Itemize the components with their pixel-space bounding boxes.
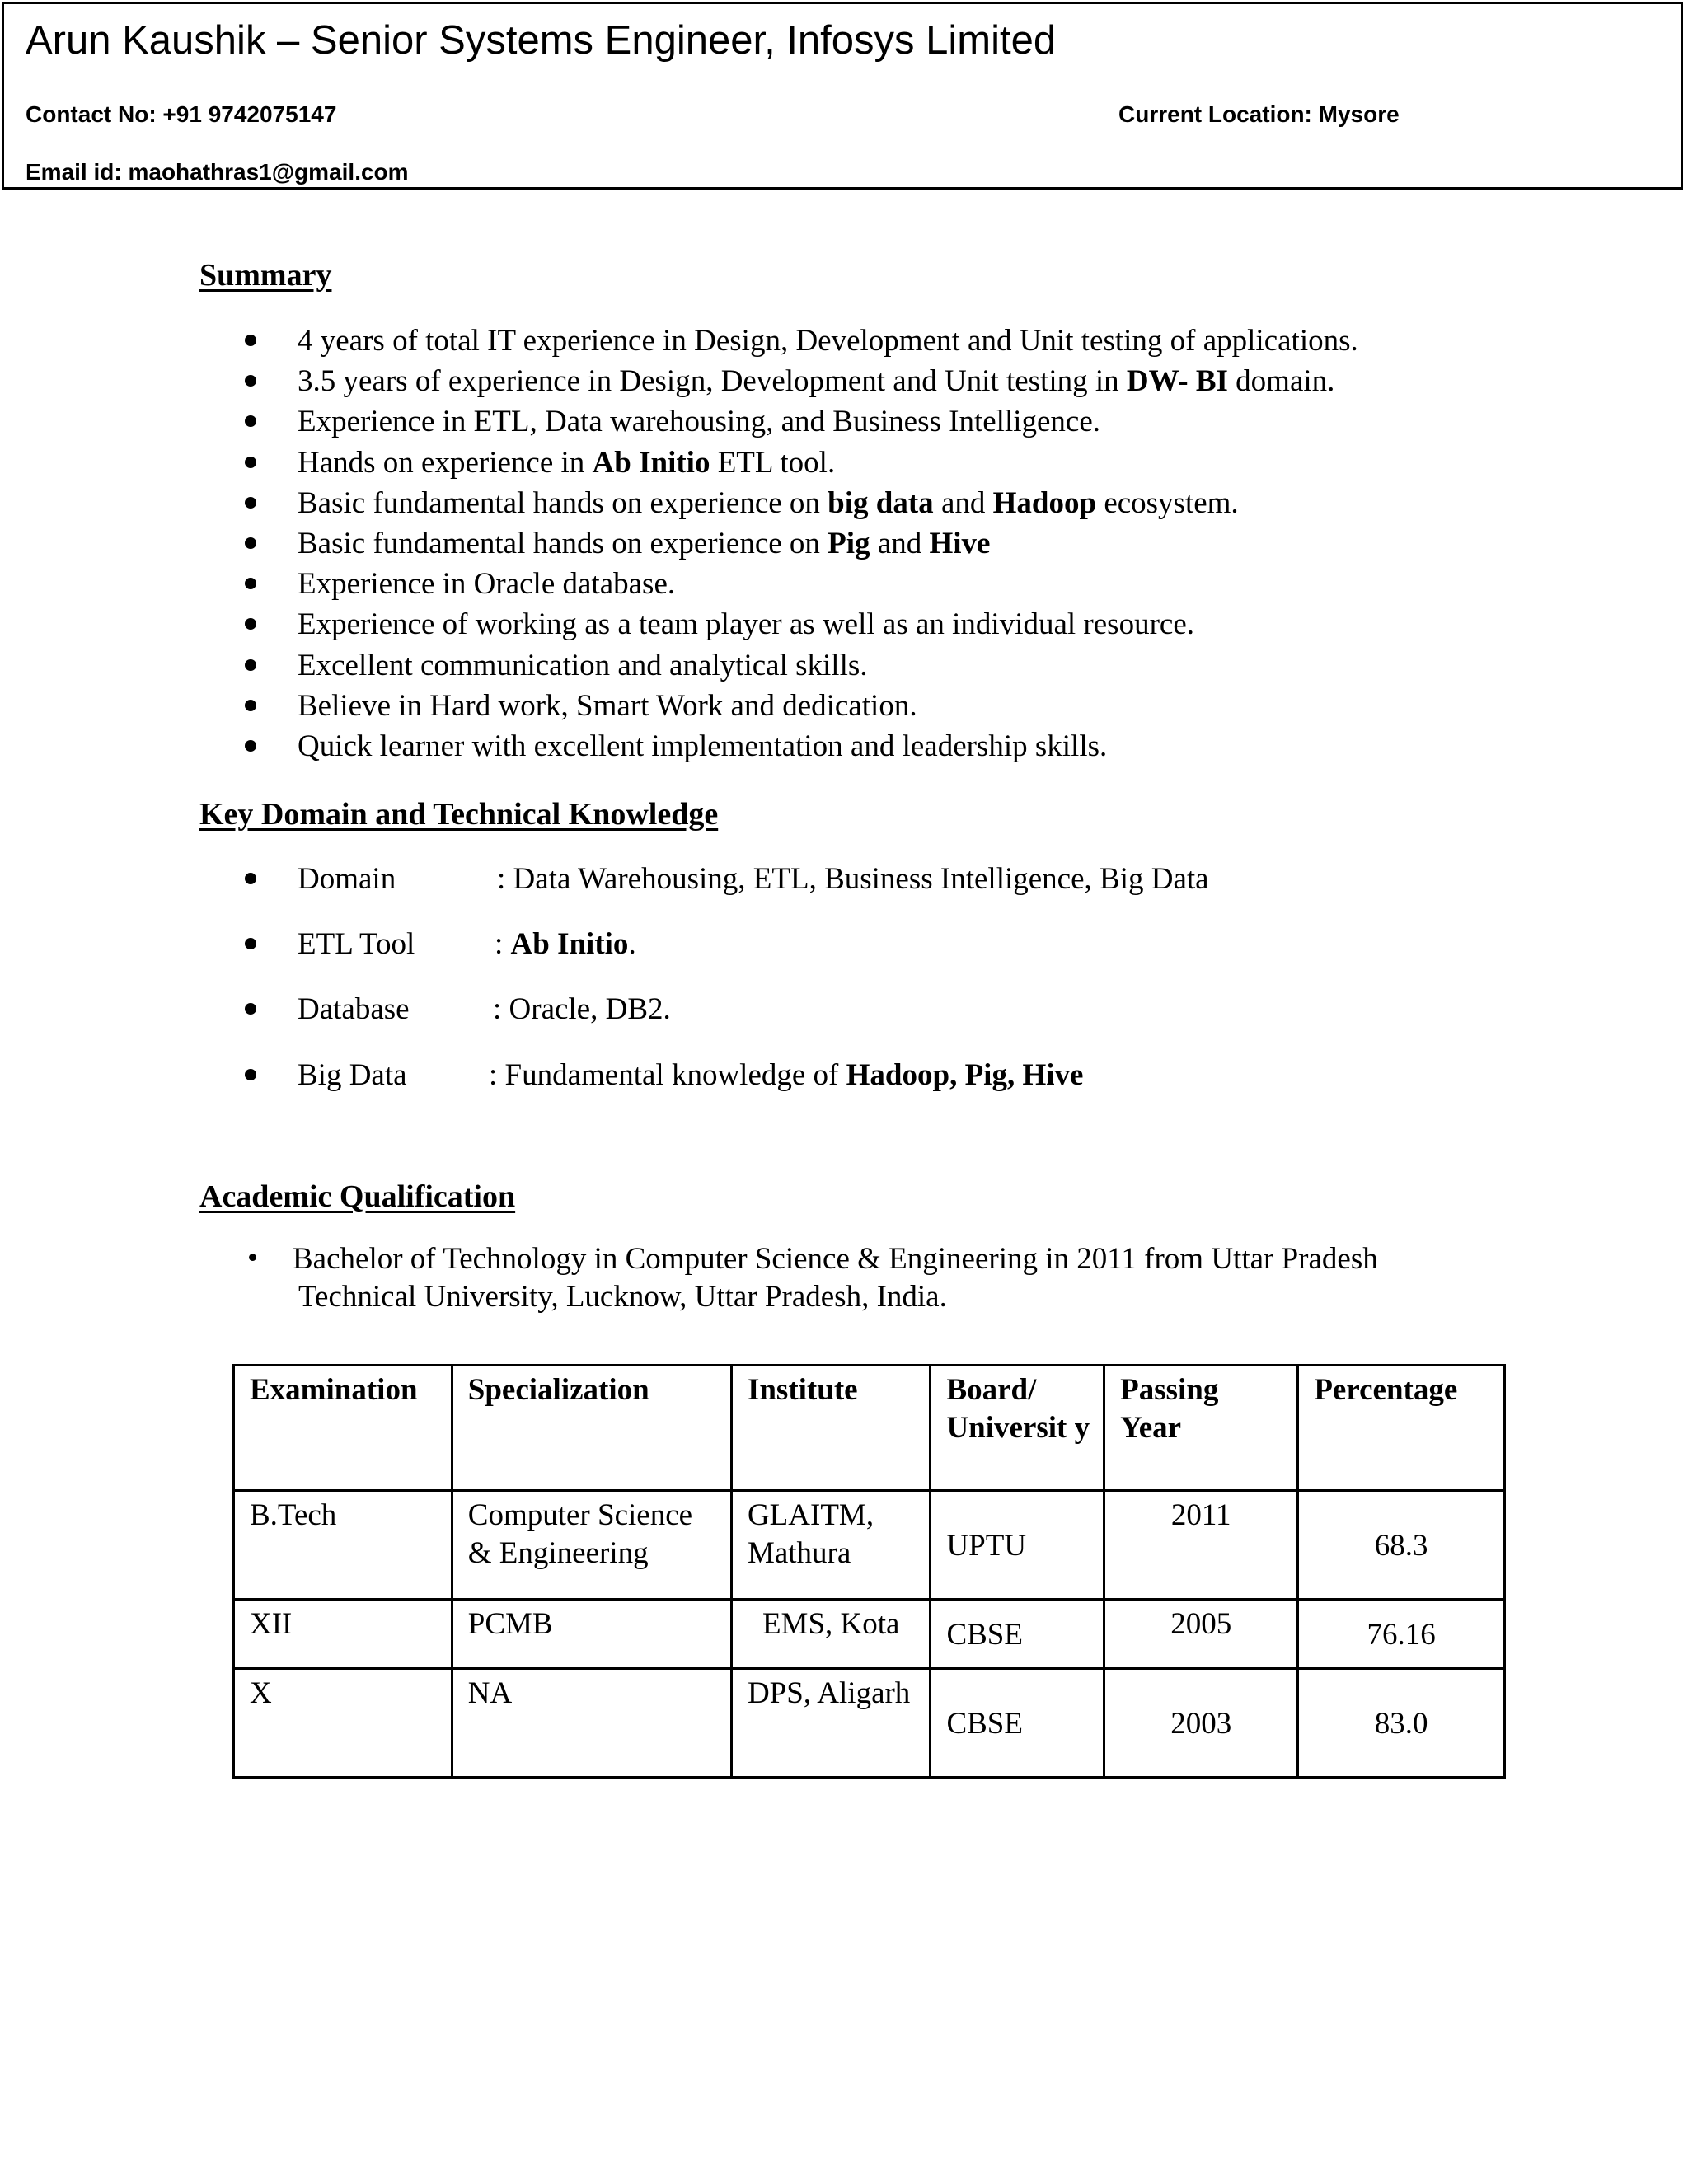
bullet-icon <box>245 938 256 949</box>
cell-percentage: 83.0 <box>1298 1669 1505 1778</box>
bullet-icon <box>245 700 256 711</box>
academic-heading: Academic Qualification <box>199 1179 516 1214</box>
header-specialization: Specialization <box>452 1366 731 1491</box>
bullet-icon <box>245 618 256 630</box>
knowledge-value: : Fundamental knowledge of Hadoop, Pig, Hive <box>489 1058 1084 1092</box>
bullet-icon <box>245 873 256 884</box>
knowledge-label: Domain <box>298 862 396 896</box>
cell-institute: EMS, Kota <box>731 1600 931 1669</box>
cell-board: UPTU <box>931 1491 1104 1600</box>
knowledge-label: ETL Tool <box>298 927 415 961</box>
email-id: Email id: maohathras1@gmail.com <box>26 159 409 185</box>
cell-institute: GLAITM, Mathura <box>731 1491 931 1600</box>
bullet-icon <box>245 659 256 671</box>
summary-item <box>298 526 990 562</box>
summary-item-text: Experience in Oracle database. <box>298 567 676 601</box>
cell-examination: XII <box>234 1600 452 1669</box>
summary-item <box>298 607 1194 643</box>
cell-institute: DPS, Aligarh <box>731 1669 931 1778</box>
bullet-icon <box>245 415 256 427</box>
header-percentage: Percentage <box>1298 1366 1505 1491</box>
bullet-icon <box>245 1069 256 1080</box>
cell-passing-year: 2005 <box>1104 1600 1298 1669</box>
table-header-row <box>234 1366 1505 1491</box>
summary-item-emphasis: Hadoop <box>992 486 1097 520</box>
cell-percentage: 68.3 <box>1298 1491 1505 1600</box>
header-passing-year: Passing Year <box>1104 1366 1298 1491</box>
cell-board: CBSE <box>931 1600 1104 1669</box>
summary-item-emphasis: DW- BI <box>1126 364 1228 398</box>
cell-examination: X <box>234 1669 452 1778</box>
table-row <box>234 1600 1505 1669</box>
summary-item <box>298 648 868 684</box>
table-row <box>234 1491 1505 1600</box>
summary-item-text: Hands on experience in <box>298 446 593 480</box>
cell-specialization: PCMB <box>452 1600 731 1669</box>
bullet-icon <box>245 497 256 509</box>
summary-item-text: Believe in Hard work, Smart Work and dedication. <box>298 689 917 723</box>
degree-line-1: Bachelor of Technology in Computer Science & Engineering in 2011 from Uttar Pradesh <box>293 1242 1378 1276</box>
summary-item <box>298 363 1334 400</box>
summary-item-emphasis: big data <box>828 486 934 520</box>
cell-passing-year: 2003 <box>1104 1669 1298 1778</box>
knowledge-value: : Ab Initio. <box>495 927 636 961</box>
name-title: Arun Kaushik – Senior Systems Engineer, Infosys Limited <box>26 18 1057 63</box>
header-box <box>2 2 1683 190</box>
summary-item-emphasis: Ab Initio <box>592 446 710 480</box>
cell-board: CBSE <box>931 1669 1104 1778</box>
summary-item-text: Experience of working as a team player as well as an individual resource. <box>298 607 1194 641</box>
bullet-icon <box>245 578 256 589</box>
knowledge-heading: Key Domain and Technical Knowledge <box>199 797 719 832</box>
cell-percentage: 76.16 <box>1298 1600 1505 1669</box>
table-row <box>234 1669 1505 1778</box>
contact-number: Contact No: +91 9742075147 <box>26 101 337 127</box>
summary-item <box>298 485 1239 522</box>
summary-item <box>298 729 1107 765</box>
summary-item-text: ETL tool. <box>710 446 836 480</box>
academic-bullet: • <box>247 1241 258 1275</box>
summary-item-emphasis: Hive <box>929 527 991 560</box>
knowledge-label: Database <box>298 992 410 1026</box>
bullet-icon <box>245 375 256 387</box>
current-location: Current Location: Mysore <box>1118 101 1400 127</box>
bullet-icon <box>245 457 256 468</box>
header-board: Board/ Universit y <box>931 1366 1104 1491</box>
knowledge-value: : Data Warehousing, ETL, Business Intelligence, Big Data <box>497 862 1209 896</box>
summary-item-text: and <box>933 486 993 520</box>
knowledge-value: : Oracle, DB2. <box>493 992 671 1026</box>
summary-item-text: Experience in ETL, Data warehousing, and Business Intelligence. <box>298 405 1101 438</box>
bullet-icon <box>245 335 256 346</box>
header-institute: Institute <box>731 1366 931 1491</box>
bullet-icon <box>245 537 256 549</box>
summary-item-text: 3.5 years of experience in Design, Development and Unit testing in <box>298 364 1127 398</box>
cell-specialization: NA <box>452 1669 731 1778</box>
bullet-icon <box>245 1003 256 1015</box>
summary-item <box>298 566 675 602</box>
degree-line-2: Technical University, Lucknow, Uttar Pradesh, India. <box>298 1280 947 1314</box>
summary-item-text: Quick learner with excellent implementation and leadership skills. <box>298 729 1108 763</box>
summary-item <box>298 404 1100 440</box>
cell-examination: B.Tech <box>234 1491 452 1600</box>
knowledge-label: Big Data <box>298 1058 407 1092</box>
summary-item <box>298 445 835 481</box>
summary-item-text: ecosystem. <box>1096 486 1239 520</box>
bullet-icon <box>245 740 256 752</box>
summary-item <box>298 688 917 724</box>
cell-specialization: Computer Science & Engineering <box>452 1491 731 1600</box>
cell-passing-year: 2011 <box>1104 1491 1298 1600</box>
qualification-table <box>232 1364 1506 1779</box>
summary-item-text: 4 years of total IT experience in Design, Development and Unit testing of applications. <box>298 324 1358 358</box>
summary-item <box>298 323 1358 359</box>
header-examination: Examination <box>234 1366 452 1491</box>
summary-item-text: Basic fundamental hands on experience on <box>298 527 828 560</box>
summary-item-text: Basic fundamental hands on experience on <box>298 486 828 520</box>
summary-heading: Summary <box>199 258 332 293</box>
summary-item-emphasis: Pig <box>828 527 870 560</box>
summary-item-text: domain. <box>1227 364 1335 398</box>
summary-item-text: Excellent communication and analytical skills. <box>298 649 868 682</box>
summary-item-text: and <box>870 527 930 560</box>
